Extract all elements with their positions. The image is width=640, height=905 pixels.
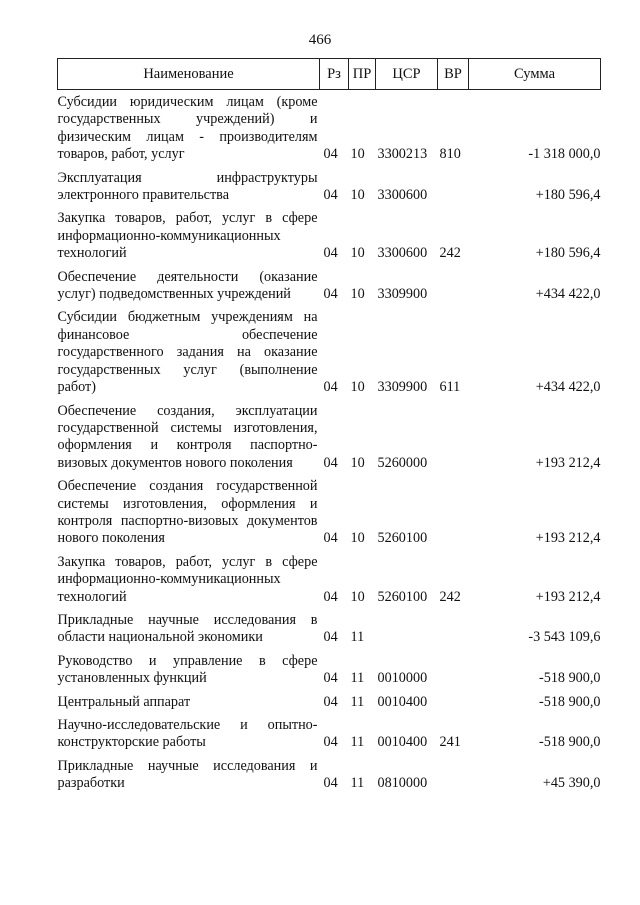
- row-pr: 10: [350, 530, 365, 547]
- row-csr: 5260100: [377, 530, 428, 547]
- row-name: Научно-исследовательские и опытно-конструкторские работы: [57, 717, 318, 751]
- row-name: Прикладные научные исследования и разработки: [57, 757, 318, 792]
- header-name: Наименование: [58, 59, 320, 90]
- row-sum: +193 212,4: [535, 530, 601, 547]
- row-name: Обеспечение деятельности (оказание услуг) подведомственных учреждений: [57, 268, 318, 303]
- row-vr: [438, 752, 469, 793]
- row-csr: 3300213: [377, 146, 428, 163]
- row-rz: 04: [323, 775, 338, 792]
- row-sum: +45 390,0: [542, 775, 601, 792]
- row-csr: 5260000: [377, 454, 428, 471]
- page-number: 466: [308, 32, 332, 48]
- row-sum: -3 543 109,6: [528, 629, 601, 646]
- row-csr: 3309900: [377, 379, 428, 396]
- row-vr: [438, 164, 469, 205]
- row-pr: 11: [350, 693, 365, 710]
- header-vr: ВР: [438, 59, 469, 90]
- table-row: [58, 303, 601, 396]
- row-name: Закупка товаров, работ, услуг в сфере информационно-коммуникационных технологий: [57, 553, 318, 605]
- row-pr: 10: [350, 286, 365, 303]
- table-row: [58, 548, 601, 606]
- row-csr: 5260100: [377, 588, 428, 605]
- budget-table: [57, 58, 601, 793]
- row-name: Субсидии юридическим лицам (кроме государственных учреждений) и физическим лицам - производителям товаров, работ, услуг: [57, 94, 318, 163]
- row-rz: 04: [323, 379, 338, 396]
- row-name: Прикладные научные исследования в области национальной экономики: [57, 611, 318, 646]
- row-sum: -518 900,0: [539, 670, 601, 687]
- row-name: Закупка товаров, работ, услуг в сфере информационно-коммуникационных технологий: [57, 210, 318, 262]
- row-rz: 04: [323, 286, 338, 303]
- row-pr: 10: [350, 245, 365, 262]
- row-csr: 0010400: [377, 693, 428, 710]
- table-row: [58, 606, 601, 647]
- row-vr: 810: [439, 146, 461, 163]
- row-rz: 04: [323, 734, 338, 751]
- table-row: [58, 752, 601, 793]
- row-vr: 242: [439, 588, 461, 605]
- row-csr: [376, 606, 438, 647]
- table-row: [58, 263, 601, 304]
- row-rz: 04: [323, 629, 338, 646]
- row-rz: 04: [323, 588, 338, 605]
- table-row: [58, 164, 601, 205]
- row-csr: 0010000: [377, 670, 428, 687]
- header-sum: Сумма: [469, 59, 601, 90]
- row-name: Обеспечение создания, эксплуатации государственной системы изготовления, оформления и контроля паспортно-визовых документов нового поколения: [57, 402, 318, 471]
- row-csr: 0010400: [377, 734, 428, 751]
- row-rz: 04: [323, 245, 338, 262]
- row-pr: 10: [350, 379, 365, 396]
- table-row: [58, 647, 601, 688]
- row-csr: 3300600: [377, 245, 428, 262]
- row-vr: [438, 472, 469, 548]
- table-row: [58, 688, 601, 711]
- table-row: [58, 472, 601, 548]
- row-pr: 11: [350, 670, 365, 687]
- row-sum: +193 212,4: [535, 454, 601, 471]
- row-csr: 0810000: [377, 775, 428, 792]
- header-pr: ПР: [349, 59, 376, 90]
- row-sum: +193 212,4: [535, 588, 601, 605]
- row-sum: +180 596,4: [535, 245, 601, 262]
- row-sum: -518 900,0: [539, 693, 601, 710]
- table-header-row: [58, 59, 601, 90]
- header-rz: Рз: [320, 59, 349, 90]
- row-vr: [438, 647, 469, 688]
- table-row: [58, 397, 601, 473]
- row-name: Субсидии бюджетным учреждениям на финансовое обеспечение государственного задания на оказание государственных услуг (выполнение работ): [57, 309, 318, 396]
- row-sum: -1 318 000,0: [528, 146, 601, 163]
- row-csr: 3309900: [377, 286, 428, 303]
- row-csr: 3300600: [377, 187, 428, 204]
- row-name: Эксплуатация инфраструктуры электронного правительства: [57, 169, 318, 204]
- row-rz: 04: [323, 187, 338, 204]
- row-rz: 04: [323, 146, 338, 163]
- row-vr: [438, 397, 469, 473]
- row-rz: 04: [323, 693, 338, 710]
- row-sum: -518 900,0: [539, 734, 601, 751]
- row-name: Центральный аппарат: [57, 693, 191, 710]
- header-csr: ЦСР: [376, 59, 438, 90]
- row-vr: [438, 688, 469, 711]
- row-vr: 242: [439, 245, 461, 262]
- row-vr: [438, 263, 469, 304]
- row-name: Обеспечение создания государственной системы изготовления, оформления и контроля паспортно-визовых документов нового поколения: [57, 478, 318, 547]
- table-row: [58, 204, 601, 262]
- row-vr: 611: [439, 379, 461, 396]
- row-rz: 04: [323, 530, 338, 547]
- row-sum: +180 596,4: [535, 187, 601, 204]
- row-pr: 10: [350, 146, 365, 163]
- row-sum: +434 422,0: [535, 286, 601, 303]
- row-pr: 10: [350, 588, 365, 605]
- row-pr: 11: [350, 775, 365, 792]
- table-row: [58, 711, 601, 752]
- row-pr: 10: [350, 454, 365, 471]
- row-vr: 241: [439, 734, 461, 751]
- table-row: [58, 90, 601, 164]
- row-vr: [438, 606, 469, 647]
- row-pr: 11: [350, 734, 365, 751]
- row-rz: 04: [323, 670, 338, 687]
- row-name: Руководство и управление в сфере установленных функций: [57, 652, 318, 687]
- row-sum: +434 422,0: [535, 379, 601, 396]
- row-pr: 10: [350, 187, 365, 204]
- row-pr: 11: [350, 629, 365, 646]
- row-rz: 04: [323, 454, 338, 471]
